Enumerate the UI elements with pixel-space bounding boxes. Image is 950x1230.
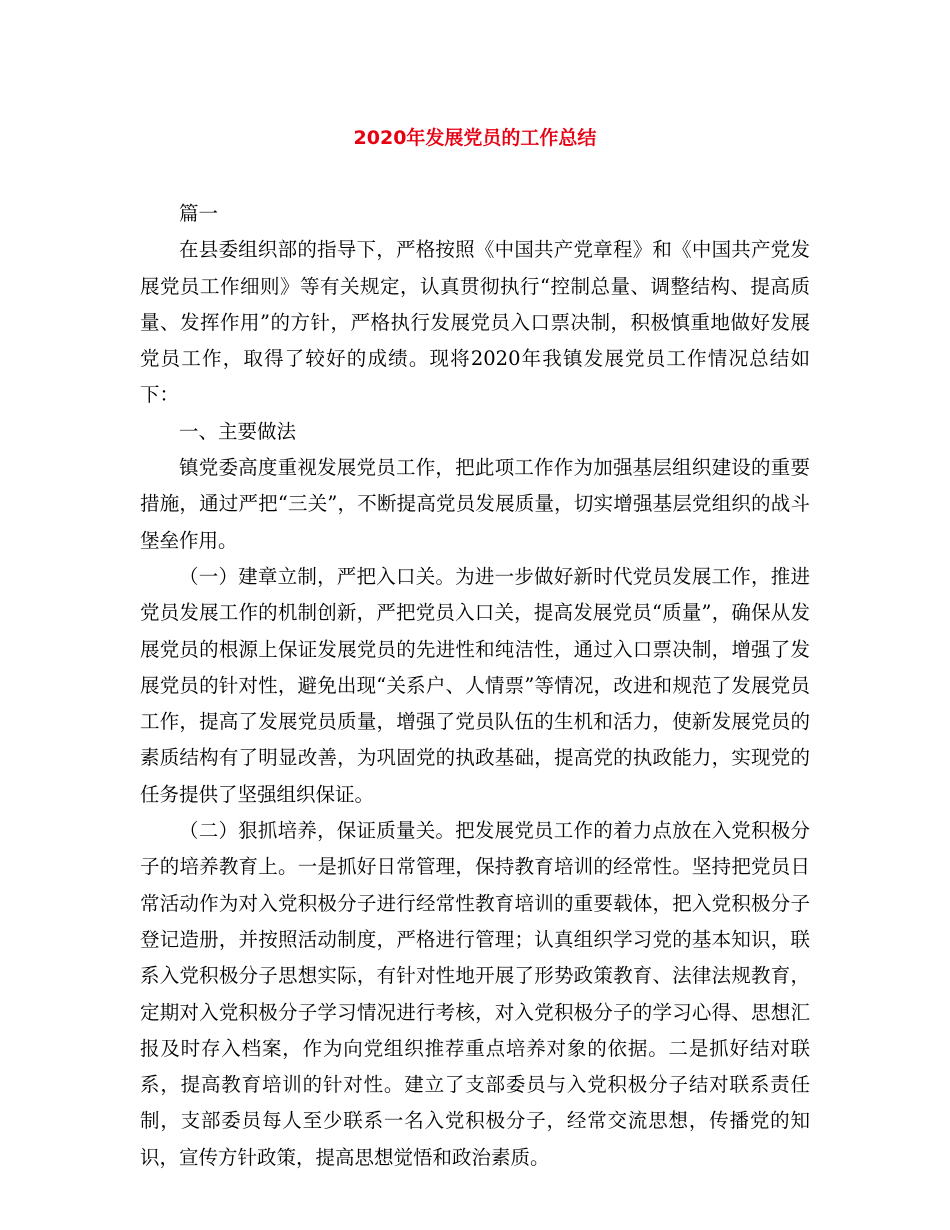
- paragraph-overview: 镇党委高度重视发展党员工作，把此项工作作为加强基层组织建设的重要措施，通过严把“三关”，不断提高党员发展质量，切实增强基层党组织的战斗堡垒作用。: [140, 456, 810, 552]
- paragraph-point-one: （一）建章立制，严把入口关。为进一步做好新时代党员发展工作，推进党员发展工作的机制创新，严把党员入口关，提高发展党员“质量”，确保从发展党员的根源上保证发展党员的先进性和纯洁性，通过入口票决制，增强了发展党员的针对性，避免出现“关系户、人情票”等情况，改进和规范了发展党员工作，提高了发展党员质量，增强了党员队伍的生机和活力，使新发展党员的素质结构有了明显改善，为巩固党的执政基础，提高党的执政能力，实现党的任务提供了坚强组织保证。: [140, 564, 810, 806]
- paragraph-heading-main-practices: 一、主要做法: [179, 419, 297, 443]
- paragraph-intro: 在县委组织部的指导下，严格按照《中国共产党章程》和《中国共产党发展党员工作细则》等有关规定，认真贯彻执行“控制总量、调整结构、提高质量、发挥作用”的方针，严格执行发展党员入口票决制，积极慎重地做好发展党员工作，取得了较好的成绩。现将2020年我镇发展党员工作情况总结如下：: [140, 238, 810, 407]
- paragraph-point-two: （二）狠抓培养，保证质量关。把发展党员工作的着力点放在入党积极分子的培养教育上。一是抓好日常管理，保持教育培训的经常性。坚持把党员日常活动作为对入党积极分子进行经常性教育培训的重要载体，把入党积极分子登记造册，并按照活动制度，严格进行管理；认真组织学习党的基本知识，联系入党积极分子思想实际，有针对性地开展了形势政策教育、法律法规教育，定期对入党积极分子学习情况进行考核，对入党积极分子的学习心得、思想汇报及时存入档案，作为向党组织推荐重点培养对象的依据。二是抓好结对联系，提高教育培训的针对性。建立了支部委员与入党积极分子结对联系责任制，支部委员每人至少联系一名入党积极分子，经常交流思想，传播党的知识，宣传方针政策，提高思想觉悟和政治素质。: [140, 819, 810, 1169]
- paragraph-section-label: 篇一: [179, 202, 219, 225]
- document-title: 2020年发展党员的工作总结: [353, 127, 597, 149]
- document-body: [140, 196, 810, 1176]
